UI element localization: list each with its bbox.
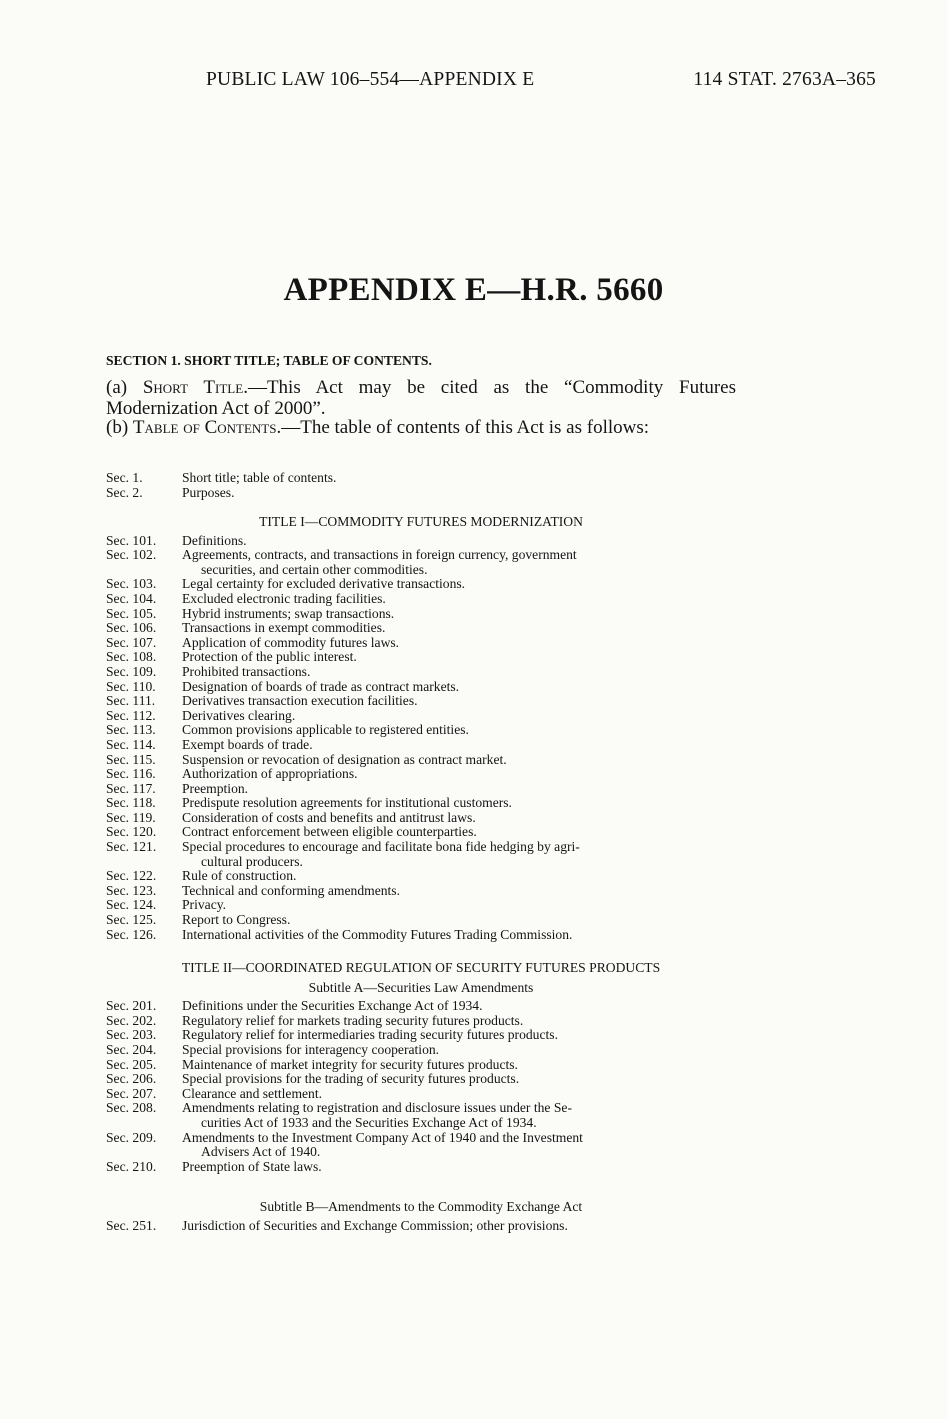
toc-entry-text — [182, 884, 736, 899]
toc-entry-text — [182, 928, 736, 943]
toc-entry-number: Sec. 1. — [106, 470, 143, 485]
toc-entry-text — [182, 709, 736, 724]
toc-entry-continuation: Advisers Act of 1940. — [201, 1144, 321, 1160]
toc-entry-title: Purposes. — [182, 484, 235, 500]
toc-entry-title: Derivatives clearing. — [182, 707, 296, 723]
subtitle-b-heading: Subtitle B—Amendments to the Commodity Exchange Act — [259, 1199, 583, 1214]
toc-entry-continuation: curities Act of 1933 and the Securities Exchange Act of 1934. — [201, 1114, 537, 1130]
toc-entry-title: Contract enforcement between eligible counterparties. — [182, 824, 477, 840]
para-a-caps: Short Title — [142, 377, 244, 398]
toc-subtitle-b — [106, 1195, 736, 1233]
toc-entry-title: Amendments to the Investment Company Act of 1940 and the Investment — [182, 1129, 583, 1145]
toc-entry-number: Sec. 107. — [106, 634, 157, 650]
toc-entry — [106, 811, 736, 826]
toc-entry — [106, 753, 736, 768]
toc-entry-text — [182, 592, 736, 607]
toc-entry-title: Transactions in exempt commodities. — [182, 620, 386, 636]
toc-entry-number: Sec. 205. — [106, 1056, 157, 1072]
toc-entry — [106, 577, 736, 592]
toc-entry — [106, 796, 736, 811]
toc-entry — [106, 1028, 736, 1043]
toc-entry-number: Sec. 111. — [106, 693, 156, 709]
toc-entry — [106, 636, 736, 651]
title-1-list — [106, 534, 736, 943]
toc-entry-number: Sec. 124. — [106, 897, 157, 913]
toc-entry-title: Definitions. — [182, 532, 247, 548]
toc-entry-title: Rule of construction. — [182, 868, 297, 884]
toc-entry-text — [182, 1014, 736, 1029]
toc-entry-text — [182, 694, 736, 709]
toc-entry-title: Derivatives transaction execution facilities. — [182, 693, 418, 709]
toc-entry-text — [182, 1087, 736, 1102]
toc-entry-title: Designation of boards of trade as contract markets. — [182, 678, 460, 694]
toc-entry-number: Sec. 207. — [106, 1085, 157, 1101]
toc-entry-title: Special provisions for the trading of security futures products. — [182, 1071, 520, 1087]
toc-entry-title: Legal certainty for excluded derivative transactions. — [182, 576, 466, 592]
toc-entry-number: Sec. 2. — [106, 484, 143, 500]
toc-entry-text — [182, 577, 736, 592]
toc-entry-title: Protection of the public interest. — [182, 649, 357, 665]
toc-entry-title: Regulatory relief for markets trading security futures products. — [182, 1012, 524, 1028]
toc-entry-number: Sec. 106. — [106, 620, 157, 636]
toc-entry-title: Special provisions for interagency cooperation. — [182, 1041, 440, 1057]
toc-entry-number: Sec. 121. — [106, 839, 157, 855]
toc-entry-number: Sec. 114. — [106, 736, 156, 752]
toc-entry-text — [182, 1072, 736, 1087]
toc-entry — [106, 1087, 736, 1102]
toc-entry-title: Technical and conforming amendments. — [182, 882, 400, 898]
toc-entry-title: Amendments relating to registration and disclosure issues under the Se- — [182, 1100, 572, 1116]
page-title: APPENDIX E—H.R. 5660 — [283, 272, 664, 308]
title-2-heading: TITLE II—COORDINATED REGULATION OF SECURITY FUTURES PRODUCTS — [181, 960, 661, 975]
toc-entry — [106, 1160, 736, 1175]
toc-entry-number: Sec. 203. — [106, 1027, 157, 1043]
toc-entry-text — [182, 1043, 736, 1058]
toc-entry — [106, 723, 736, 738]
toc-entry — [106, 709, 736, 724]
toc-entry — [106, 665, 736, 680]
toc-entry-number: Sec. 105. — [106, 605, 157, 621]
toc-entry-number: Sec. 103. — [106, 576, 157, 592]
toc-entry-text — [182, 621, 736, 636]
toc-entry — [106, 738, 736, 753]
toc-entry-text — [182, 1058, 736, 1073]
toc-entry — [106, 825, 736, 840]
toc-entry-title: Maintenance of market integrity for security futures products. — [182, 1056, 518, 1072]
toc-entry-text — [182, 738, 736, 753]
toc-entry-number: Sec. 208. — [106, 1100, 157, 1116]
toc-entry — [106, 1043, 736, 1058]
subtitle-b-list — [106, 1219, 736, 1234]
toc-entry-title: Hybrid instruments; swap transactions. — [182, 605, 395, 621]
toc-entry — [106, 869, 736, 884]
para-b-text: .—The table of contents of this Act is as follows: — [276, 417, 650, 438]
toc-entry — [106, 898, 736, 913]
toc-entry — [106, 999, 736, 1014]
toc-entry-number: Sec. 112. — [106, 707, 156, 723]
toc-entry-title: Application of commodity futures laws. — [182, 634, 400, 650]
toc-entry-title: Definitions under the Securities Exchange Act of 1934. — [182, 998, 483, 1014]
toc-entry-text — [182, 782, 736, 797]
toc-entry — [106, 471, 736, 486]
toc-entry-title: Short title; table of contents. — [182, 470, 337, 485]
toc-entry — [106, 548, 736, 577]
toc-entry-number: Sec. 201. — [106, 998, 157, 1014]
toc-title-1 — [106, 510, 736, 942]
running-head-left: PUBLIC LAW 106–554—APPENDIX E — [206, 69, 535, 90]
toc-entry-number: Sec. 108. — [106, 649, 157, 665]
toc-entry-text — [182, 1131, 736, 1160]
toc-entry-number: Sec. 113. — [106, 722, 156, 738]
toc-entry-text — [182, 898, 736, 913]
toc-entry-text — [182, 1101, 736, 1130]
toc-entry-text — [182, 548, 736, 577]
toc-entry-text — [182, 1160, 736, 1175]
toc-entry-text — [182, 471, 736, 486]
toc-entry-title: Predispute resolution agreements for institutional customers. — [182, 795, 512, 811]
toc-entry-text — [182, 650, 736, 665]
toc-entry — [106, 1014, 736, 1029]
toc-entry-title: Exempt boards of trade. — [182, 736, 313, 752]
para-b-label: (b) — [106, 417, 133, 438]
para-a-text: .—This Act may be cited as the “Commodity Futures Modernization Act of 2000”. — [106, 377, 736, 419]
toc-entry-text — [182, 999, 736, 1014]
toc-entry-title: Clearance and settlement. — [182, 1085, 323, 1101]
toc-entry-number: Sec. 123. — [106, 882, 157, 898]
para-a-label: (a) — [106, 377, 143, 398]
toc-entry-text — [182, 636, 736, 651]
toc-entry-title: Agreements, contracts, and transactions in foreign currency, government — [182, 547, 577, 563]
toc-entry-number: Sec. 209. — [106, 1129, 157, 1145]
title-1-heading: TITLE I—COMMODITY FUTURES MODERNIZATION — [259, 514, 583, 529]
toc-entry-title: Authorization of appropriations. — [182, 766, 358, 782]
toc-entry — [106, 1131, 736, 1160]
toc-entry — [106, 1072, 736, 1087]
toc-entry-number: Sec. 116. — [106, 766, 156, 782]
toc-entry-number: Sec. 202. — [106, 1012, 157, 1028]
toc-entry-text — [182, 1219, 736, 1234]
toc-entry-number: Sec. 101. — [106, 532, 157, 548]
toc-entry-number: Sec. 206. — [106, 1071, 157, 1087]
toc-entry-text — [182, 1028, 736, 1043]
toc-entry-number: Sec. 119. — [106, 809, 156, 825]
toc-entry-text — [182, 767, 736, 782]
toc-entry — [106, 694, 736, 709]
paragraph-short-title — [106, 378, 736, 419]
toc-entry-title: International activities of the Commodity Futures Trading Commission. — [182, 926, 573, 942]
toc-entry — [106, 1219, 736, 1234]
toc-entry-text — [182, 723, 736, 738]
toc-entry-text — [182, 913, 736, 928]
toc-entry-number: Sec. 122. — [106, 868, 157, 884]
toc-entry-number: Sec. 110. — [106, 678, 156, 694]
toc-entry-title: Consideration of costs and benefits and antitrust laws. — [182, 809, 476, 825]
subtitle-a-heading: Subtitle A—Securities Law Amendments — [308, 979, 534, 995]
toc-title-2 — [106, 956, 736, 1174]
toc-entry-title: Report to Congress. — [182, 912, 291, 928]
toc-entry-number: Sec. 120. — [106, 824, 157, 840]
toc-entry-text — [182, 753, 736, 768]
toc-entry-continuation: securities, and certain other commodities. — [201, 561, 428, 577]
toc-entry — [106, 650, 736, 665]
toc-entry — [106, 928, 736, 943]
toc-entry-number: Sec. 117. — [106, 780, 156, 796]
toc-entry-title: Common provisions applicable to registered entities. — [182, 722, 469, 738]
toc-entry-title: Regulatory relief for intermediaries trading security futures products. — [182, 1027, 558, 1043]
toc-entry-text — [182, 869, 736, 884]
toc-entry-title: Preemption of State laws. — [182, 1158, 322, 1174]
toc-entry-text — [182, 811, 736, 826]
toc-entry — [106, 534, 736, 549]
toc-intro — [106, 471, 736, 500]
toc-entry-number: Sec. 210. — [106, 1158, 157, 1174]
toc-entry-title: Prohibited transactions. — [182, 663, 311, 679]
toc-entry — [106, 680, 736, 695]
toc-entry-title: Special procedures to encourage and facilitate bona fide hedging by agri- — [182, 839, 580, 855]
toc-entry-number: Sec. 125. — [106, 912, 157, 928]
toc-entry-number: Sec. 102. — [106, 547, 157, 563]
toc-entry — [106, 840, 736, 869]
toc-entry-text — [182, 486, 736, 501]
toc-entry — [106, 1058, 736, 1073]
toc-entry-number: Sec. 109. — [106, 663, 157, 679]
toc-entry-continuation: cultural producers. — [201, 853, 303, 869]
toc-entry — [106, 621, 736, 636]
toc-entry-title: Jurisdiction of Securities and Exchange Commission; other provisions. — [182, 1217, 568, 1233]
running-head-right: 114 STAT. 2763A–365 — [693, 69, 876, 90]
paragraph-table-of-contents — [106, 418, 736, 439]
toc-entry-title: Preemption. — [182, 780, 249, 796]
toc-entry-text — [182, 607, 736, 622]
toc-entry-title: Excluded electronic trading facilities. — [182, 590, 386, 606]
toc-entry-text — [182, 680, 736, 695]
toc-entry-text — [182, 796, 736, 811]
toc-entry — [106, 782, 736, 797]
toc-entry-number: Sec. 126. — [106, 926, 157, 942]
title-2-list — [106, 999, 736, 1174]
toc-entry-number: Sec. 115. — [106, 751, 156, 767]
toc-entry-text — [182, 840, 736, 869]
toc-entry-title: Privacy. — [182, 897, 227, 913]
toc-entry-text — [182, 534, 736, 549]
toc-entry-number: Sec. 118. — [106, 795, 156, 811]
toc-entry — [106, 607, 736, 622]
toc-entry — [106, 913, 736, 928]
para-b-caps: Table of Contents — [132, 417, 277, 438]
toc-entry-number: Sec. 104. — [106, 590, 157, 606]
toc-entry — [106, 1101, 736, 1130]
toc-entry-number: Sec. 204. — [106, 1041, 157, 1057]
toc-entry-title: Suspension or revocation of designation as contract market. — [182, 751, 507, 767]
toc-entry-text — [182, 825, 736, 840]
toc-entry-number: Sec. 251. — [106, 1217, 157, 1233]
section-heading: SECTION 1. SHORT TITLE; TABLE OF CONTENTS. — [106, 353, 432, 368]
toc-entry — [106, 767, 736, 782]
toc-entry-text — [182, 665, 736, 680]
toc-entry — [106, 592, 736, 607]
toc-entry — [106, 486, 736, 501]
toc-entry — [106, 884, 736, 899]
